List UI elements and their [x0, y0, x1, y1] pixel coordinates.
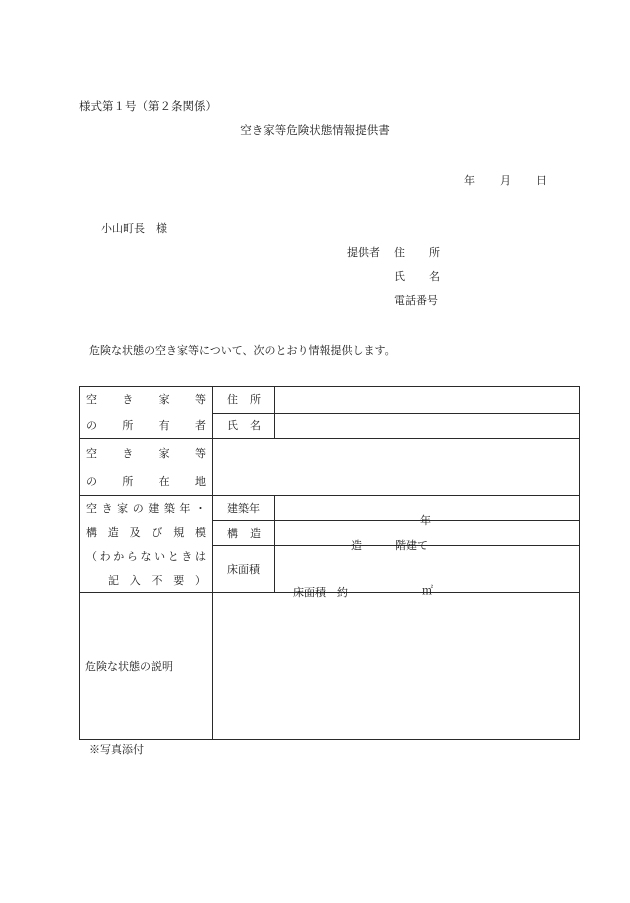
owner-address-field[interactable] [275, 387, 580, 414]
photo-note: ※写真添付 [89, 743, 144, 756]
location-field[interactable] [213, 439, 580, 496]
building-area-field[interactable] [275, 546, 580, 599]
addressee: 小山町長 様 [101, 222, 167, 235]
building-area-label: 床面積 [213, 546, 275, 593]
owner-address-label: 住 所 [213, 387, 275, 414]
date-day-label: 日 [536, 174, 547, 187]
location-row [80, 439, 580, 496]
owner-name-field[interactable] [275, 413, 580, 439]
provider-address-label: 住 所 [394, 246, 440, 259]
building-heading: 空 き 家 の 建 築 年 ・ 構 造 及 び 規 模 （ わ か ら な い と き は 記 入 不 要 ） [80, 496, 213, 593]
intro-text: 危険な状態の空き家等について、次のとおり情報提供します。 [89, 344, 396, 357]
date-year-label: 年 [464, 174, 475, 187]
owner-name-label: 氏 名 [213, 413, 275, 439]
building-year-label: 建築年 [213, 496, 275, 521]
provider-label: 提供者 [347, 246, 380, 259]
provider-name-label: 氏 名 [394, 270, 440, 283]
structure-unit: 造 [351, 539, 362, 552]
danger-description-field[interactable] [213, 593, 580, 740]
location-heading: 空 き 家 等 の 所 在 地 [80, 439, 213, 496]
building-year-row [80, 496, 580, 521]
info-table [79, 386, 580, 740]
danger-heading: 危険な状態の説明 [80, 593, 213, 740]
form-number-label: 様式第１号（第２条関係） [79, 99, 217, 113]
year-unit: 年 [420, 514, 431, 527]
floors-unit: 階建て [395, 539, 428, 552]
owner-address-row [80, 387, 580, 414]
danger-row [80, 593, 580, 740]
floor-area-label: 床面積 約 [293, 586, 348, 599]
owner-heading: 空 き 家 等 の 所 有 者 [80, 387, 213, 439]
provider-phone-label: 電話番号 [394, 294, 438, 307]
building-structure-label: 構 造 [213, 521, 275, 546]
date-month-label: 月 [500, 174, 511, 187]
building-year-field[interactable] [275, 496, 580, 527]
document-title: 空き家等危険状態情報提供書 [240, 123, 390, 137]
floor-area-unit: ㎡ [422, 584, 433, 597]
